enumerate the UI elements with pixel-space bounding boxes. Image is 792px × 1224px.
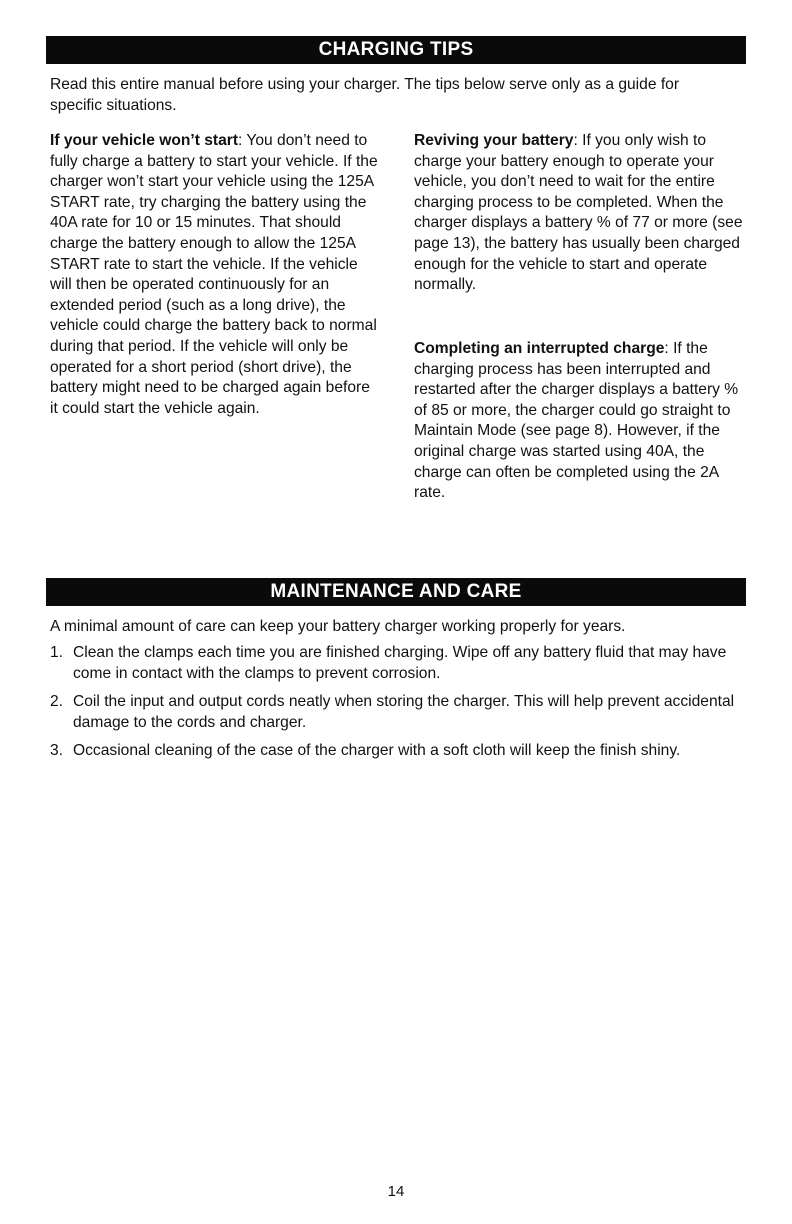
list-item-number: 3. bbox=[50, 742, 64, 759]
charging-tips-intro: Read this entire manual before using your charger. The tips below serve only as a guide for specific situations. bbox=[50, 76, 680, 114]
interrupted-paragraph bbox=[414, 339, 750, 504]
list-item-text: Occasional cleaning of the case of the charger with a soft cloth will keep the finish shiny. bbox=[73, 742, 681, 759]
reviving-body: : If you only wish to charge your battery enough to operate your vehicle, you don’t need to wait for the entire charging process to be completed. When the charger displays a battery % of 77 or more (see page 13), the battery has usually been charged enough for the vehicle to start and operate normally. bbox=[414, 132, 743, 294]
maintenance-intro: A minimal amount of care can keep your battery charger working properly for years. bbox=[50, 618, 626, 635]
page-number: 14 bbox=[387, 1183, 405, 1200]
interrupted-body: : If the charging process has been interrupted and restarted after the charger displays a battery % of 85 or more, the charger could go straight to Maintain Mode (see page 8). However, if the original charge was started using 40A, the charge can often be completed using the 2A rate. bbox=[414, 340, 739, 502]
list-item bbox=[50, 692, 740, 733]
reviving-title: Reviving your battery bbox=[414, 132, 574, 149]
wont-start-paragraph bbox=[50, 131, 378, 419]
list-item-text: Coil the input and output cords neatly when storing the charger. This will help prevent accidental damage to the cords and charger. bbox=[73, 693, 735, 731]
list-item bbox=[50, 643, 740, 684]
list-item-number: 2. bbox=[50, 693, 64, 710]
wont-start-body: : You don’t need to fully charge a battery to start your vehicle. If the charger won’t start your vehicle using the 125A START rate, try charging the battery using the 40A rate for 10 or 15 minutes. That should charge the battery enough to allow the 125A START rate to start the vehicle. If the vehicle will then be operated continuously for an extended period (such as a long drive), the vehicle could charge the battery back to normal during that period. If the vehicle will only be operated for a short period (short drive), the battery might need to be charged again before it could start the vehicle again. bbox=[50, 132, 378, 417]
charging-tips-heading: CHARGING TIPS bbox=[46, 36, 746, 64]
reviving-paragraph bbox=[414, 131, 750, 296]
list-item bbox=[50, 741, 740, 762]
wont-start-title: If your vehicle won’t start bbox=[50, 132, 239, 149]
interrupted-title: Completing an interrupted charge bbox=[414, 340, 665, 357]
list-item-text: Clean the clamps each time you are finished charging. Wipe off any battery fluid that may have come in contact with the clamps to prevent corrosion. bbox=[73, 644, 727, 682]
list-item-number: 1. bbox=[50, 644, 64, 661]
maintenance-heading: MAINTENANCE AND CARE bbox=[46, 578, 746, 606]
